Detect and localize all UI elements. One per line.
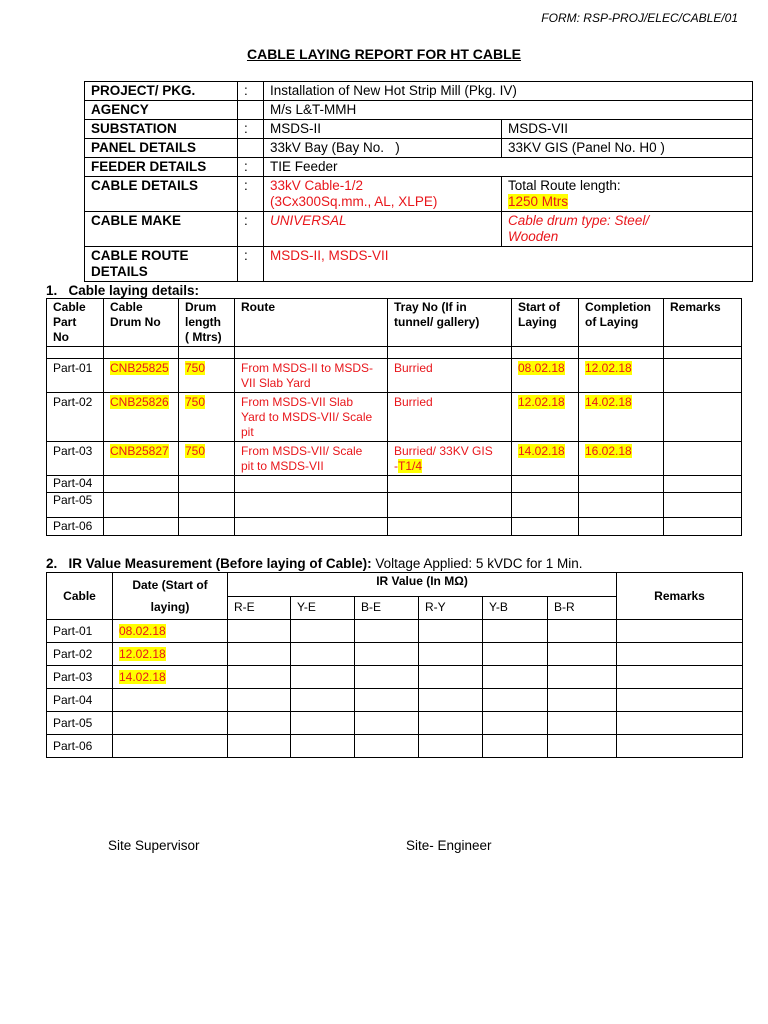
col-r-e: R-E [228, 596, 291, 620]
col-completion-of-laying [579, 299, 664, 347]
cable-details-line-2: (3Cx300Sq.mm., AL, XLPE) [270, 194, 438, 209]
route-line: Yard to MSDS-VII/ Scale [241, 410, 373, 424]
site-engineer-signature: Site- Engineer [406, 838, 492, 853]
col-ir-remarks: Remarks [617, 573, 743, 620]
start-date-cell: 14.02.18 [518, 444, 565, 458]
part-cell: Part-01 [47, 359, 104, 393]
route-line: pit to MSDS-VII [241, 459, 324, 473]
start-date-cell: 12.02.18 [518, 395, 565, 409]
project-label: PROJECT/ PKG. [85, 82, 238, 101]
col-drum-no [104, 299, 179, 347]
col-b-e: B-E [355, 596, 419, 620]
panel-label: PANEL DETAILS [85, 139, 238, 158]
table-cell [579, 347, 664, 359]
colon: : [238, 247, 264, 282]
section-2-heading [46, 556, 582, 571]
length-cell: 750 [185, 444, 206, 458]
table-row [47, 393, 742, 442]
col-cable: Cable [47, 573, 113, 620]
colon-empty [238, 101, 264, 120]
route-details-label-2: DETAILS [91, 264, 148, 279]
tray-cell: Burried [388, 393, 512, 442]
part-cell: Part-06 [47, 518, 104, 536]
drum-type-line-1: Cable drum type: Steel/ [508, 213, 650, 228]
header-text: Drum [185, 300, 217, 314]
header-text: Start of [518, 300, 560, 314]
drum-type-line-2: Wooden [508, 229, 559, 244]
remarks-cell [664, 359, 742, 393]
section-2-title: 2. IR Value Measurement (Before laying of Cable): [46, 556, 372, 571]
project-info-table [84, 81, 753, 282]
col-ir-value: IR Value (In MΩ) [228, 573, 617, 597]
section-2-note: Voltage Applied: 5 kVDC for 1 Min. [371, 556, 583, 571]
form-number: FORM: RSP-PROJ/ELEC/CABLE/01 [541, 11, 738, 25]
panel-value-1: 33kV Bay (Bay No. ) [264, 139, 502, 158]
length-cell: 750 [185, 361, 206, 375]
tray-cell [388, 442, 512, 476]
completion-date-cell: 12.02.18 [585, 361, 632, 375]
cable-cell: Part-03 [47, 666, 113, 689]
table-row [47, 735, 743, 758]
header-text: Cable [110, 300, 143, 314]
route-details-value: MSDS-II, MSDS-VII [264, 247, 753, 282]
tray-cell: Burried [388, 359, 512, 393]
tray-line: Burried/ 33KV GIS [394, 444, 493, 458]
colon: : [238, 82, 264, 101]
remarks-cell [664, 393, 742, 442]
table-row [47, 666, 743, 689]
route-line: From MSDS-II to MSDS- [241, 361, 374, 375]
substation-row [85, 120, 753, 139]
date-cell: 12.02.18 [119, 646, 166, 661]
table-cell [179, 347, 235, 359]
col-route: Route [235, 299, 388, 347]
header-text: length [185, 315, 221, 329]
date-cell [113, 689, 228, 712]
cable-details-value [264, 177, 502, 212]
table-row [47, 476, 742, 493]
agency-value: M/s L&T-MMH [264, 101, 753, 120]
ir-value-table [46, 572, 743, 758]
project-row [85, 82, 753, 101]
table-cell [512, 347, 579, 359]
table-row [47, 442, 742, 476]
cable-cell: Part-05 [47, 712, 113, 735]
start-date-cell: 08.02.18 [518, 361, 565, 375]
route-line: From MSDS-VII Slab [241, 395, 354, 409]
colon: : [238, 177, 264, 212]
col-y-b: Y-B [483, 596, 548, 620]
table-row [47, 620, 743, 643]
header-text: Drum No [110, 315, 161, 329]
route-cell [235, 442, 388, 476]
col-start-of-laying [512, 299, 579, 347]
substation-value-2: MSDS-VII [502, 120, 753, 139]
table-row [47, 493, 742, 518]
completion-date-cell: 16.02.18 [585, 444, 632, 458]
date-cell [113, 712, 228, 735]
colon: : [238, 120, 264, 139]
cable-cell: Part-01 [47, 620, 113, 643]
col-cable-part [47, 299, 104, 347]
table-row [47, 518, 742, 536]
col-r-y: R-Y [419, 596, 483, 620]
site-supervisor-signature: Site Supervisor [108, 838, 200, 853]
table-row [47, 643, 743, 666]
col-b-r: B-R [548, 596, 617, 620]
cable-make-label: CABLE MAKE [85, 212, 238, 247]
panel-row [85, 139, 753, 158]
cable-cell: Part-06 [47, 735, 113, 758]
tray-dash: - [394, 459, 398, 473]
drum-no-cell: CNB25825 [110, 361, 169, 375]
route-details-label [85, 247, 238, 282]
route-line: From MSDS-VII/ Scale [241, 444, 363, 458]
cable-make-row [85, 212, 753, 247]
route-cell [235, 393, 388, 442]
col-y-e: Y-E [291, 596, 355, 620]
feeder-value: TIE Feeder [264, 158, 753, 177]
title-text: CABLE LAYING REPORT FOR HT CABLE [246, 46, 522, 62]
route-details-row [85, 247, 753, 282]
substation-value-1: MSDS-II [264, 120, 502, 139]
header-text: Completion [585, 300, 651, 314]
document-title [0, 46, 768, 62]
agency-label: AGENCY [85, 101, 238, 120]
col-date [113, 573, 228, 620]
table-cell [104, 347, 179, 359]
col-drum-length [179, 299, 235, 347]
header-text: ( Mtrs) [185, 330, 222, 344]
header-text: Date (Start of [132, 578, 208, 592]
cable-details-label: CABLE DETAILS [85, 177, 238, 212]
table-cell [388, 347, 512, 359]
header-text: Laying [518, 315, 557, 329]
part-cell: Part-03 [47, 442, 104, 476]
header-text: Tray No (If in [394, 300, 467, 314]
table-cell [47, 347, 104, 359]
col-remarks: Remarks [664, 299, 742, 347]
route-line: VII Slab Yard [241, 376, 311, 390]
header-text: tunnel/ gallery) [394, 315, 480, 329]
cable-cell: Part-04 [47, 689, 113, 712]
table-row [47, 712, 743, 735]
cable-make-value: UNIVERSAL [264, 212, 502, 247]
colon: : [238, 212, 264, 247]
agency-row [85, 101, 753, 120]
header-text: laying) [150, 600, 190, 614]
section-1-heading: 1. Cable laying details: [46, 283, 200, 298]
drum-type-cell [502, 212, 753, 247]
route-details-label-1: CABLE ROUTE [91, 248, 189, 263]
cable-details-row [85, 177, 753, 212]
table-row [47, 689, 743, 712]
col-tray-no [388, 299, 512, 347]
cable-laying-table [46, 298, 742, 536]
ir-header-row [47, 573, 743, 597]
header-text: Cable [53, 300, 86, 314]
cable-details-line-1: 33kV Cable-1/2 [270, 178, 364, 193]
table-row [47, 359, 742, 393]
feeder-label: FEEDER DETAILS [85, 158, 238, 177]
tray-highlight: T1/4 [398, 459, 423, 473]
substation-label: SUBSTATION [85, 120, 238, 139]
date-cell [113, 735, 228, 758]
length-cell: 750 [185, 395, 206, 409]
table-cell [235, 347, 388, 359]
part-cell: Part-05 [47, 493, 104, 518]
part-cell: Part-04 [47, 476, 104, 493]
header-text: Part [53, 315, 77, 329]
header-text: No [53, 330, 69, 344]
route-line: pit [241, 425, 254, 439]
completion-date-cell: 14.02.18 [585, 395, 632, 409]
header-text: of Laying [585, 315, 639, 329]
panel-value-2: 33KV GIS (Panel No. H0 ) [502, 139, 753, 158]
remarks-cell [664, 442, 742, 476]
feeder-row [85, 158, 753, 177]
header-row [47, 299, 742, 347]
date-cell: 14.02.18 [119, 669, 166, 684]
part-cell: Part-02 [47, 393, 104, 442]
table-cell [664, 347, 742, 359]
cable-cell: Part-02 [47, 643, 113, 666]
drum-no-cell: CNB25827 [110, 444, 169, 458]
route-length-cell [502, 177, 753, 212]
route-cell [235, 359, 388, 393]
date-cell: 08.02.18 [119, 623, 166, 638]
route-length-value: 1250 Mtrs [508, 194, 569, 209]
project-value: Installation of New Hot Strip Mill (Pkg. IV) [264, 82, 753, 101]
route-length-label: Total Route length: [508, 178, 621, 193]
drum-no-cell: CNB25826 [110, 395, 169, 409]
colon: : [238, 158, 264, 177]
spacer-row [47, 347, 742, 359]
colon-empty [238, 139, 264, 158]
